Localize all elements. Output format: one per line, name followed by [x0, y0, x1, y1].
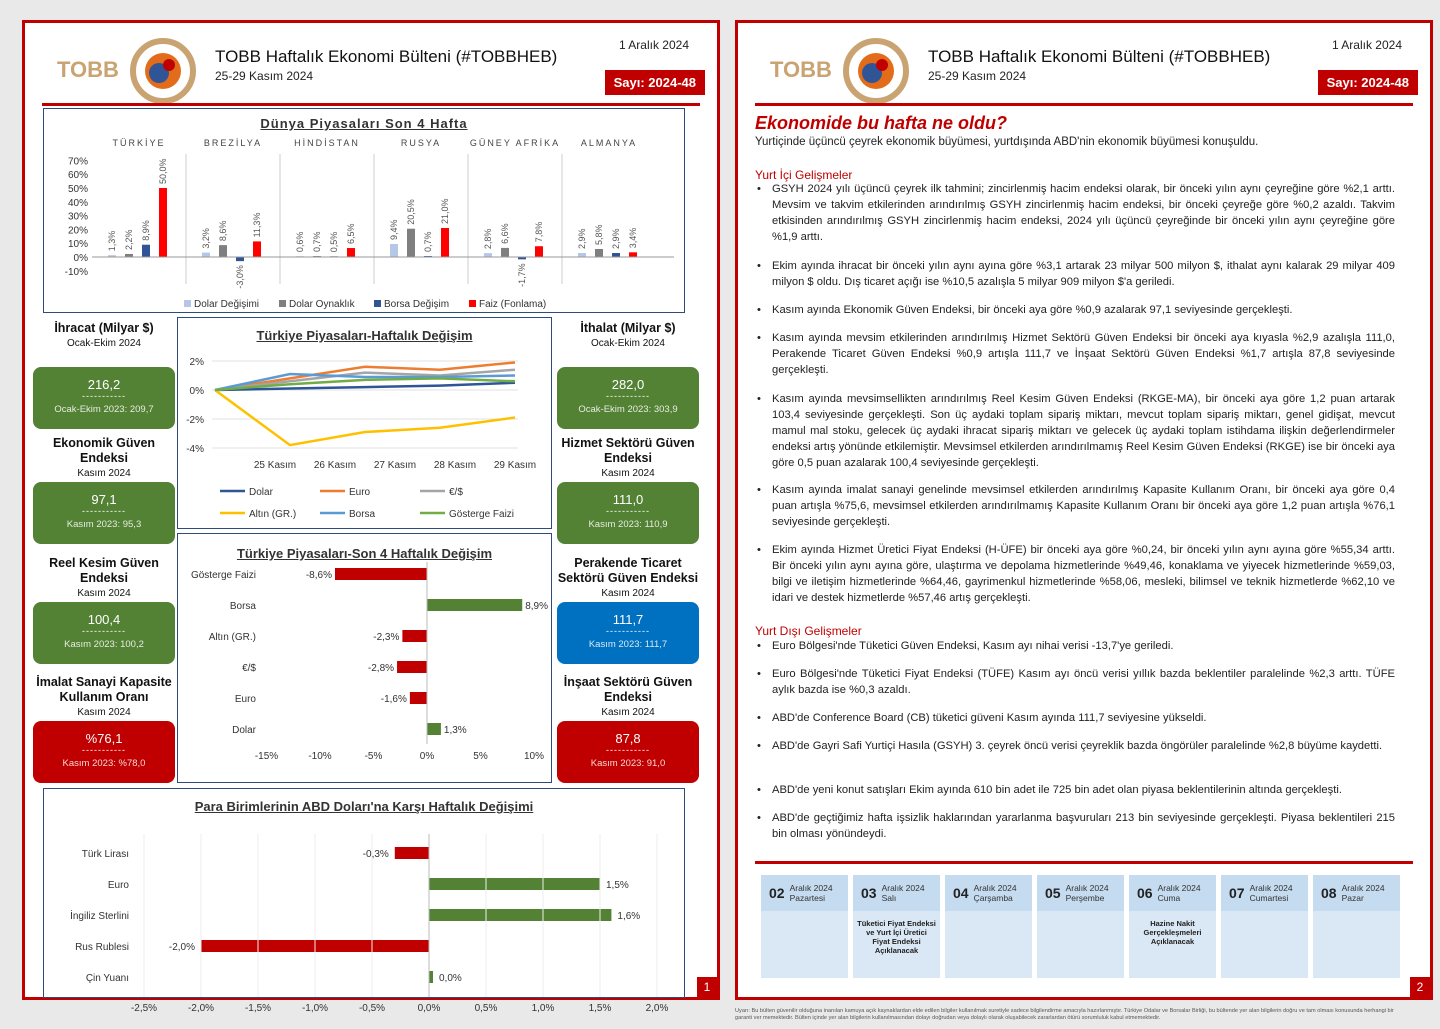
category-label: Altın (GR.): [208, 632, 256, 643]
y-tick-label: 50%: [67, 184, 88, 195]
page-number: 2: [1410, 977, 1430, 997]
bar: [407, 229, 415, 257]
world-markets-chart: [43, 108, 685, 313]
legend-label: €/$: [449, 487, 463, 498]
bar-value-label: 8,9%: [141, 220, 151, 241]
x-tick-label: 1,5%: [588, 1003, 612, 1014]
bar: [142, 245, 150, 257]
weekly-change-title: Türkiye Piyasaları-Haftalık Değişim: [256, 328, 473, 343]
bulletin-date: 1 Aralık 2024: [618, 38, 689, 52]
y-tick-label: 70%: [67, 156, 88, 168]
bulletin-title: TOBB Haftalık Ekonomi Bülteni (#TOBBHEB): [928, 47, 1271, 66]
bar: [410, 692, 427, 704]
bar: [612, 253, 620, 257]
indicator-value: 111,7: [612, 612, 644, 627]
indicator-previous: Kasım 2023: %78,0: [62, 758, 146, 769]
bulletin-week: 25-29 Kasım 2024: [215, 69, 314, 83]
indicator-value: 87,8: [615, 731, 641, 746]
calendar-day-number: 05: [1045, 885, 1061, 901]
bar-value-label: 0,5%: [329, 231, 339, 253]
x-tick-label: 10%: [523, 751, 545, 762]
four-week-title: Türkiye Piyasaları-Son 4 Haftalık Değişim: [236, 546, 493, 561]
calendar-day: 03 Aralık 2024 Salı Tüketici Fiyat Endeksi ve Yurt İçi Üretici Fiyat Endeksi Açıklanacak: [853, 875, 940, 978]
bar: [429, 971, 433, 983]
indicator-value: %76,1: [85, 731, 123, 746]
x-tick-label: 1,0%: [531, 1003, 555, 1014]
bar-value-label: 8,9%: [525, 601, 549, 612]
bar-value-label: 3,4%: [628, 227, 638, 249]
bar: [236, 257, 244, 261]
indicator-left-title: Ekonomik Güven Endeksi Kasım 2024: [52, 436, 156, 479]
category-label: Gösterge Faizi: [190, 570, 256, 581]
legend-label: Borsa Değişim: [384, 299, 450, 310]
indicator-value: 216,2: [87, 377, 121, 392]
bar-value-label: 8,6%: [218, 220, 228, 242]
calendar-day-number: 02: [769, 885, 785, 901]
bar-value-label: -1,7%: [517, 263, 527, 287]
bar-value-label: 11,3%: [252, 212, 262, 238]
domestic-news-item: • Ekim ayında ihracat bir önceki yılın aynı ayına göre %3,1 artarak 23 milyar 500 milyon $, ithalat aynı kalarak 29 milyar 409 milyon $ oldu. Dış ticaret açığı ise %10,5 azalışla 5 milyar 909 milyon $'a geriledi.: [755, 258, 1395, 290]
bar: [202, 253, 210, 257]
bar: [429, 909, 611, 921]
indicator-value: 111,0: [612, 492, 644, 507]
country-label: RUSYA: [400, 138, 442, 148]
x-tick-label: 27 Kasım: [373, 460, 417, 471]
bar: [159, 188, 167, 257]
world-markets-svg: [44, 109, 684, 312]
bar: [219, 245, 227, 257]
currencies-chart: [43, 788, 685, 1014]
currencies-svg: [44, 789, 684, 1014]
x-tick-label: -15%: [254, 751, 279, 762]
bar: [427, 599, 522, 611]
y-tick-label: -10%: [64, 266, 88, 278]
country-label: HİNDİSTAN: [294, 138, 360, 148]
bar-value-label: -3,0%: [235, 265, 245, 289]
indicator-right-card: 111,7 ----------- Kasım 2023: 111,7: [557, 602, 699, 664]
page-1: [22, 20, 720, 1014]
tobb-seal-icon: [127, 35, 199, 107]
legend-label: Dolar Değişimi: [194, 299, 260, 310]
legend-swatch: [374, 300, 381, 307]
weekly-change-chart: [177, 317, 552, 529]
x-tick-label: 0,5%: [474, 1003, 498, 1014]
y-tick-label: 10%: [67, 239, 88, 251]
foreign-heading: Yurt Dışı Gelişmeler: [755, 624, 862, 638]
world-markets-title: Dünya Piyasaları Son 4 Hafta: [260, 116, 468, 131]
page-number: 1: [697, 977, 717, 997]
bar-value-label: 1,3%: [107, 230, 117, 252]
indicator-left-title: Reel Kesim Güven Endeksi Kasım 2024: [49, 556, 159, 599]
bar: [335, 568, 427, 580]
calendar-day: 06 Aralık 2024 Cuma Hazine Nakit Gerçekleşmeleri Açıklanacak: [1129, 875, 1216, 978]
category-label: Dolar: [232, 725, 256, 736]
domestic-news-item: • Kasım ayında Ekonomik Güven Endeksi, bir önceki aya göre %0,9 azalarak 97,1 seviyesinde gerçekleşti.: [755, 302, 1395, 318]
calendar-day: 02 Aralık 2024 Pazartesi: [761, 875, 848, 978]
bar: [441, 228, 449, 257]
indicator-left-card: 100,4 ----------- Kasım 2023: 100,2: [33, 602, 175, 664]
x-tick-label: -1,5%: [244, 1003, 272, 1014]
bar-value-label: 0,0%: [439, 973, 462, 984]
currencies-title: Para Birimlerinin ABD Doları'na Karşı Haftalık Değişimi: [194, 799, 534, 814]
calendar-day: 08 Aralık 2024 Pazar: [1313, 875, 1400, 978]
x-tick-label: -10%: [308, 751, 332, 762]
category-label: €/$: [242, 663, 256, 674]
legend-swatch: [184, 300, 191, 307]
calendar-day-number: 04: [953, 885, 969, 901]
foreign-news-item: • Euro Bölgesi'nde Tüketici Güven Endeksi, Kasım ayı nihai verisi -13,7'ye geriledi.: [755, 638, 1395, 654]
category-label: Rus Rublesi: [75, 942, 129, 953]
x-tick-label: 25 Kasım: [253, 460, 297, 471]
calendar-day-number: 03: [861, 885, 877, 901]
bar: [427, 723, 441, 735]
y-tick-label: 30%: [67, 211, 88, 223]
category-label: Çin Yuanı: [85, 973, 129, 984]
bar-value-label: -1,6%: [380, 694, 407, 705]
category-label: Türk Lirası: [81, 849, 129, 860]
x-tick-label: -2,0%: [187, 1003, 215, 1014]
news-intro: Yurtiçinde üçüncü çeyrek ekonomik büyümesi, yurtdışında ABD'nin ekonomik büyümesi konuşuldu.: [755, 136, 1259, 148]
legend-swatch: [279, 300, 286, 307]
calendar-divider: [755, 861, 1413, 864]
y-tick-label: -2%: [186, 415, 204, 426]
indicator-previous: Ocak-Ekim 2023: 209,7: [54, 404, 154, 415]
bar-value-label: 1,3%: [443, 725, 467, 736]
bar: [429, 878, 600, 890]
bulletin-week: 25-29 Kasım 2024: [928, 69, 1027, 83]
y-tick-label: 60%: [67, 170, 88, 182]
calendar-event: [945, 911, 1032, 919]
calendar-event: [1221, 911, 1308, 919]
bar-value-label: 21,0%: [440, 198, 450, 225]
series-line: [215, 390, 515, 445]
indicator-right-card: 111,0 ----------- Kasım 2023: 110,9: [557, 482, 699, 544]
indicator-value: 100,4: [87, 612, 121, 627]
calendar-event: [1313, 911, 1400, 919]
x-tick-label: -0,5%: [358, 1003, 386, 1014]
page-2: [735, 20, 1433, 1000]
indicator-previous: Kasım 2023: 95,3: [66, 519, 142, 530]
calendar-event: [761, 911, 848, 919]
news-heading: Ekonomide bu hafta ne oldu?: [755, 113, 1007, 133]
bar-value-label: 6,6%: [500, 223, 510, 244]
indicator-previous: Kasım 2023: 111,7: [588, 639, 668, 650]
x-tick-label: -2,5%: [130, 1003, 158, 1014]
foreign-news-item: • ABD'de Gayri Safi Yurtiçi Hasıla (GSYH) 3. çeyrek öncü verisi çeyreklik bazda öngörüler paralelinde %2,8 büyüme kaydetti.: [755, 738, 1395, 754]
bar-value-label: 2,8%: [483, 228, 493, 250]
indicator-right-card: 87,8 ----------- Kasım 2023: 91,0: [557, 721, 699, 783]
bulletin-title: TOBB Haftalık Ekonomi Bülteni (#TOBBHEB): [215, 47, 558, 66]
indicator-left-card: 97,1 ----------- Kasım 2023: 95,3: [33, 482, 175, 544]
bar: [501, 248, 509, 257]
x-tick-label: 0,0%: [417, 1003, 441, 1014]
bar-value-label: 20,5%: [406, 199, 416, 225]
category-label: Borsa: [229, 601, 256, 612]
country-label: BREZİLYA: [203, 138, 263, 148]
y-tick-label: 2%: [189, 357, 204, 368]
header-divider: [755, 103, 1413, 106]
bar-value-label: -2,8%: [367, 663, 395, 674]
indicator-left-title: İhracat (Milyar $) Ocak-Ekim 2024: [54, 321, 154, 349]
x-tick-label: 0%: [419, 751, 435, 762]
legend-label: Dolar Oynaklık: [289, 299, 355, 310]
calendar-day-number: 08: [1321, 885, 1337, 901]
bar-value-label: 2,9%: [577, 228, 587, 249]
country-label: GÜNEY AFRİKA: [469, 138, 561, 148]
header-divider: [42, 103, 700, 106]
bar: [595, 249, 603, 257]
calendar-day: 04 Aralık 2024 Çarşamba: [945, 875, 1032, 978]
bar-value-label: -8,6%: [305, 570, 332, 581]
weekly-change-svg: [178, 318, 551, 528]
bar: [347, 248, 355, 257]
foreign-news-item: • Euro Bölgesi'nde Tüketici Fiyat Endeksi (TÜFE) Kasım ayı öncü verisi yıllık bazda beklentiler paralelinde %2,3 arttı. TÜFE aylık bazda ise %0,3 azaldı.: [755, 666, 1395, 698]
bar-value-label: 0,7%: [423, 231, 433, 253]
indicator-value: 282,0: [611, 377, 645, 392]
bar-value-label: 2,9%: [611, 228, 621, 249]
four-week-svg: [178, 534, 551, 782]
issue-badge: Sayı: 2024-48: [1318, 70, 1418, 95]
indicator-previous: Kasım 2023: 110,9: [588, 519, 668, 530]
indicator-left-card: %76,1 ----------- Kasım 2023: %78,0: [33, 721, 175, 783]
calendar-event: Tüketici Fiyat Endeksi ve Yurt İçi Üretici Fiyat Endeksi Açıklanacak: [857, 919, 936, 955]
category-label: Euro: [107, 880, 129, 891]
y-tick-label: 20%: [67, 225, 88, 237]
tobb-seal-icon: [840, 35, 912, 107]
domestic-news-item: • Kasım ayında mevsim etkilerinden arındırılmış Hizmet Sektörü Güven Endeksi bir önceki aya kıyasla %2,9 azalışla 111,0, Perakende Ticaret Güven Endeksi %0,9 artışla 111,7 ve İnşaat Sektörü Güven Endeksi %1,7 artışla 87,8 seviyesinde gerçekleşti.: [755, 330, 1395, 378]
bar: [629, 252, 637, 257]
bar-value-label: 0,6%: [295, 231, 305, 253]
legend-label: Euro: [349, 487, 371, 498]
legend-label: Borsa: [349, 509, 376, 520]
bar: [390, 244, 398, 257]
bar: [397, 661, 427, 673]
indicator-right-title: Hizmet Sektörü Güven Endeksi Kasım 2024: [561, 436, 695, 479]
indicator-right-title: İthalat (Milyar $) Ocak-Ekim 2024: [580, 321, 676, 349]
x-tick-label: 5%: [473, 751, 488, 762]
bar-value-label: 9,4%: [389, 219, 399, 241]
domestic-news-item: • Ekim ayında Hizmet Üretici Fiyat Endeksi (H-ÜFE) bir önceki aya göre %0,24, bir önceki yılın aynı ayına göre %55,34 arttı. Bir önceki yılın aynı ayına göre, ulaştırma ve depolama hizmetlerinde %49,46, konaklama ve yiyecek hizmetlerinde %59,03, bilgi ve iletişim hizmetlerinde %64,46, gayrimenkul hizmetlerinde %58,06, mesleki, bilimsel ve teknik hizmetlerde %62,10 ve idari ve destek hizmetlerde %57,46 artış gerçekleşti.: [755, 542, 1395, 606]
bar-value-label: 50,0%: [158, 158, 168, 184]
bulletin-date: 1 Aralık 2024: [1331, 38, 1402, 52]
tobb-logo: TOBB: [57, 35, 207, 111]
legend-label: Gösterge Faizi: [449, 509, 515, 520]
x-tick-label: -5%: [364, 751, 383, 762]
calendar-event: [1037, 911, 1124, 919]
foreign-news-item: • ABD'de Conference Board (CB) tüketici güveni Kasım ayında 111,7 seviyesine yükseldi.: [755, 710, 1395, 726]
bar: [578, 253, 586, 257]
y-tick-label: 0%: [189, 386, 204, 397]
calendar-day: 05 Aralık 2024 Perşembe: [1037, 875, 1124, 978]
legend-label: Altın (GR.): [249, 509, 297, 520]
four-week-chart: [177, 533, 552, 783]
disclaimer-footer: Uyarı: Bu bülten güvenilir olduğuna inanılan kamuya açık kaynaklardan elde edilen bilgiler kullanılmak suretiyle sadece bilgilendirme amacıyla hazırlanmıştır. Türkiye Odalar ve Borsalar Birliği, bu bültende yer alan bilgilerin doğru ve tam olması konusunda herhangi bir garanti ver memektedir. Bülten içinde yer alan bilgilerin kullanılmasından dolayı doğrudan veya dolaylı olarak oluşabilecek zararlardan ötürü sorumluluk kabul etmemektedir.: [735, 1008, 1394, 1021]
y-tick-label: 0%: [73, 253, 88, 264]
indicator-right-title: Perakende Ticaret Sektörü Güven Endeksi Kasım 2024: [557, 556, 699, 599]
y-tick-label: 40%: [67, 197, 88, 209]
legend-swatch: [469, 300, 476, 307]
bar-value-label: 3,2%: [201, 228, 211, 249]
bar: [253, 241, 261, 257]
bar-value-label: -2,3%: [373, 632, 400, 643]
x-tick-label: 2,0%: [645, 1003, 669, 1014]
y-tick-label: -4%: [186, 444, 204, 455]
x-tick-label: -1,0%: [301, 1003, 329, 1014]
calendar-day: 07 Aralık 2024 Cumartesi: [1221, 875, 1308, 978]
domestic-news-item: • GSYH 2024 yılı üçüncü çeyrek ilk tahmini; zincirlenmiş hacim endeksi olarak, bir önceki yılın aynı çeyreğine göre %2,1 arttı. Mevsim ve takvim etkilerinden arındırılmış GSYH zincirlenmiş hacim endeksi, bir önceki çeyreğe göre %0,2 azaldı. Takvim etkisinden arındırılmış GSYH zincirlenmiş hacim endeksi, 2024 yılı üçüncü çeyreğinde bir önceki yılın aynı çeyreğine göre %1,9 arttı.: [755, 181, 1395, 245]
bar-value-label: 6,5%: [346, 223, 356, 245]
domestic-heading: Yurt İçi Gelişmeler: [755, 168, 853, 182]
bar-value-label: 2,2%: [124, 229, 134, 250]
bar: [395, 847, 429, 859]
tobb-logo: TOBB: [770, 35, 920, 111]
x-tick-label: 26 Kasım: [313, 460, 357, 471]
foreign-news-item: • ABD'de geçtiğimiz hafta işsizlik haklarından yararlanma başvuruları 213 bin seviyesinde gerçekleşti. Piyasa beklentileri 215 bin olması yönündeydi.: [755, 810, 1395, 842]
category-label: Euro: [234, 694, 256, 705]
bar: [535, 246, 543, 257]
indicator-previous: Kasım 2023: 100,2: [64, 639, 144, 650]
country-label: TÜRKİYE: [112, 138, 166, 148]
x-tick-label: 29 Kasım: [493, 460, 537, 471]
bar-value-label: 7,8%: [534, 221, 544, 243]
bar-value-label: -0,3%: [362, 849, 389, 860]
calendar-day-number: 07: [1229, 885, 1245, 901]
legend-label: Dolar: [249, 487, 273, 498]
bar-value-label: 5,8%: [594, 224, 604, 245]
bar-value-label: -2,0%: [168, 942, 195, 953]
bar-value-label: 1,5%: [606, 880, 629, 891]
country-label: ALMANYA: [580, 138, 638, 148]
bar: [484, 253, 492, 257]
issue-badge: Sayı: 2024-48: [605, 70, 705, 95]
indicator-right-title: İnşaat Sektörü Güven Endeksi Kasım 2024: [563, 675, 693, 718]
indicator-value: 97,1: [91, 492, 117, 507]
domestic-news-item: • Kasım ayında mevsimsellikten arındırılmış Reel Kesim Güven Endeksi (RKGE-MA), bir önceki aya göre 1,2 puan artarak 103,4 seviyesinde gerçekleşti. Son üç aydaki toplam sipariş miktarı, mevcut toplam sipariş miktarı, genel gidişat, mevcut mamul mal stoku, gelecek üç aydaki ihracat sipariş miktarı ve gelecek üç aydaki toplam istihdama ilişkin değerlendirmeler endeksi artış yönünde etkilemiştir. Mevsimsel etkilerden arındırılmamış Reel Kesim Güven Endeksi (RKGE) ise bir önceki aya göre 0,5 puan azalarak 100,4 seviyesinde gerçekleşti.: [755, 391, 1395, 471]
indicator-left-title: İmalat Sanayi Kapasite Kullanım Oranı Kasım 2024: [36, 675, 172, 718]
bar: [402, 630, 427, 642]
indicator-previous: Ocak-Ekim 2023: 303,9: [578, 404, 678, 415]
bar-value-label: 0,7%: [312, 231, 322, 253]
indicator-previous: Kasım 2023: 91,0: [590, 758, 666, 769]
indicator-left-card: 216,2 ----------- Ocak-Ekim 2023: 209,7: [33, 367, 175, 429]
foreign-news-item: • ABD'de yeni konut satışları Ekim ayında 610 bin adet ile 725 bin adet olan piyasa beklentilerinin altında gerçekleşti.: [755, 782, 1395, 798]
calendar-event: Hazine Nakit Gerçekleşmeleri Açıklanacak: [1143, 919, 1202, 946]
domestic-news-item: • Kasım ayında imalat sanayi genelinde mevsimsel etkilerden arındırılmış Kapasite Kullanım Oranı, bir önceki aya göre 0,4 puan artışla %75,6, mevsimsel etkilerden arındırılmamış Kapasite Kullanım Oranı bir önceki aya göre 1,2 puan artışla %76,1 seviyesinde gerçekleşti.: [755, 482, 1395, 530]
indicator-right-card: 282,0 ----------- Ocak-Ekim 2023: 303,9: [557, 367, 699, 429]
bar-value-label: 1,6%: [617, 911, 641, 922]
x-tick-label: 28 Kasım: [433, 460, 477, 471]
category-label: İngiliz Sterlini: [70, 911, 129, 922]
legend-label: Faiz (Fonlama): [479, 299, 547, 310]
calendar-day-number: 06: [1137, 885, 1153, 901]
